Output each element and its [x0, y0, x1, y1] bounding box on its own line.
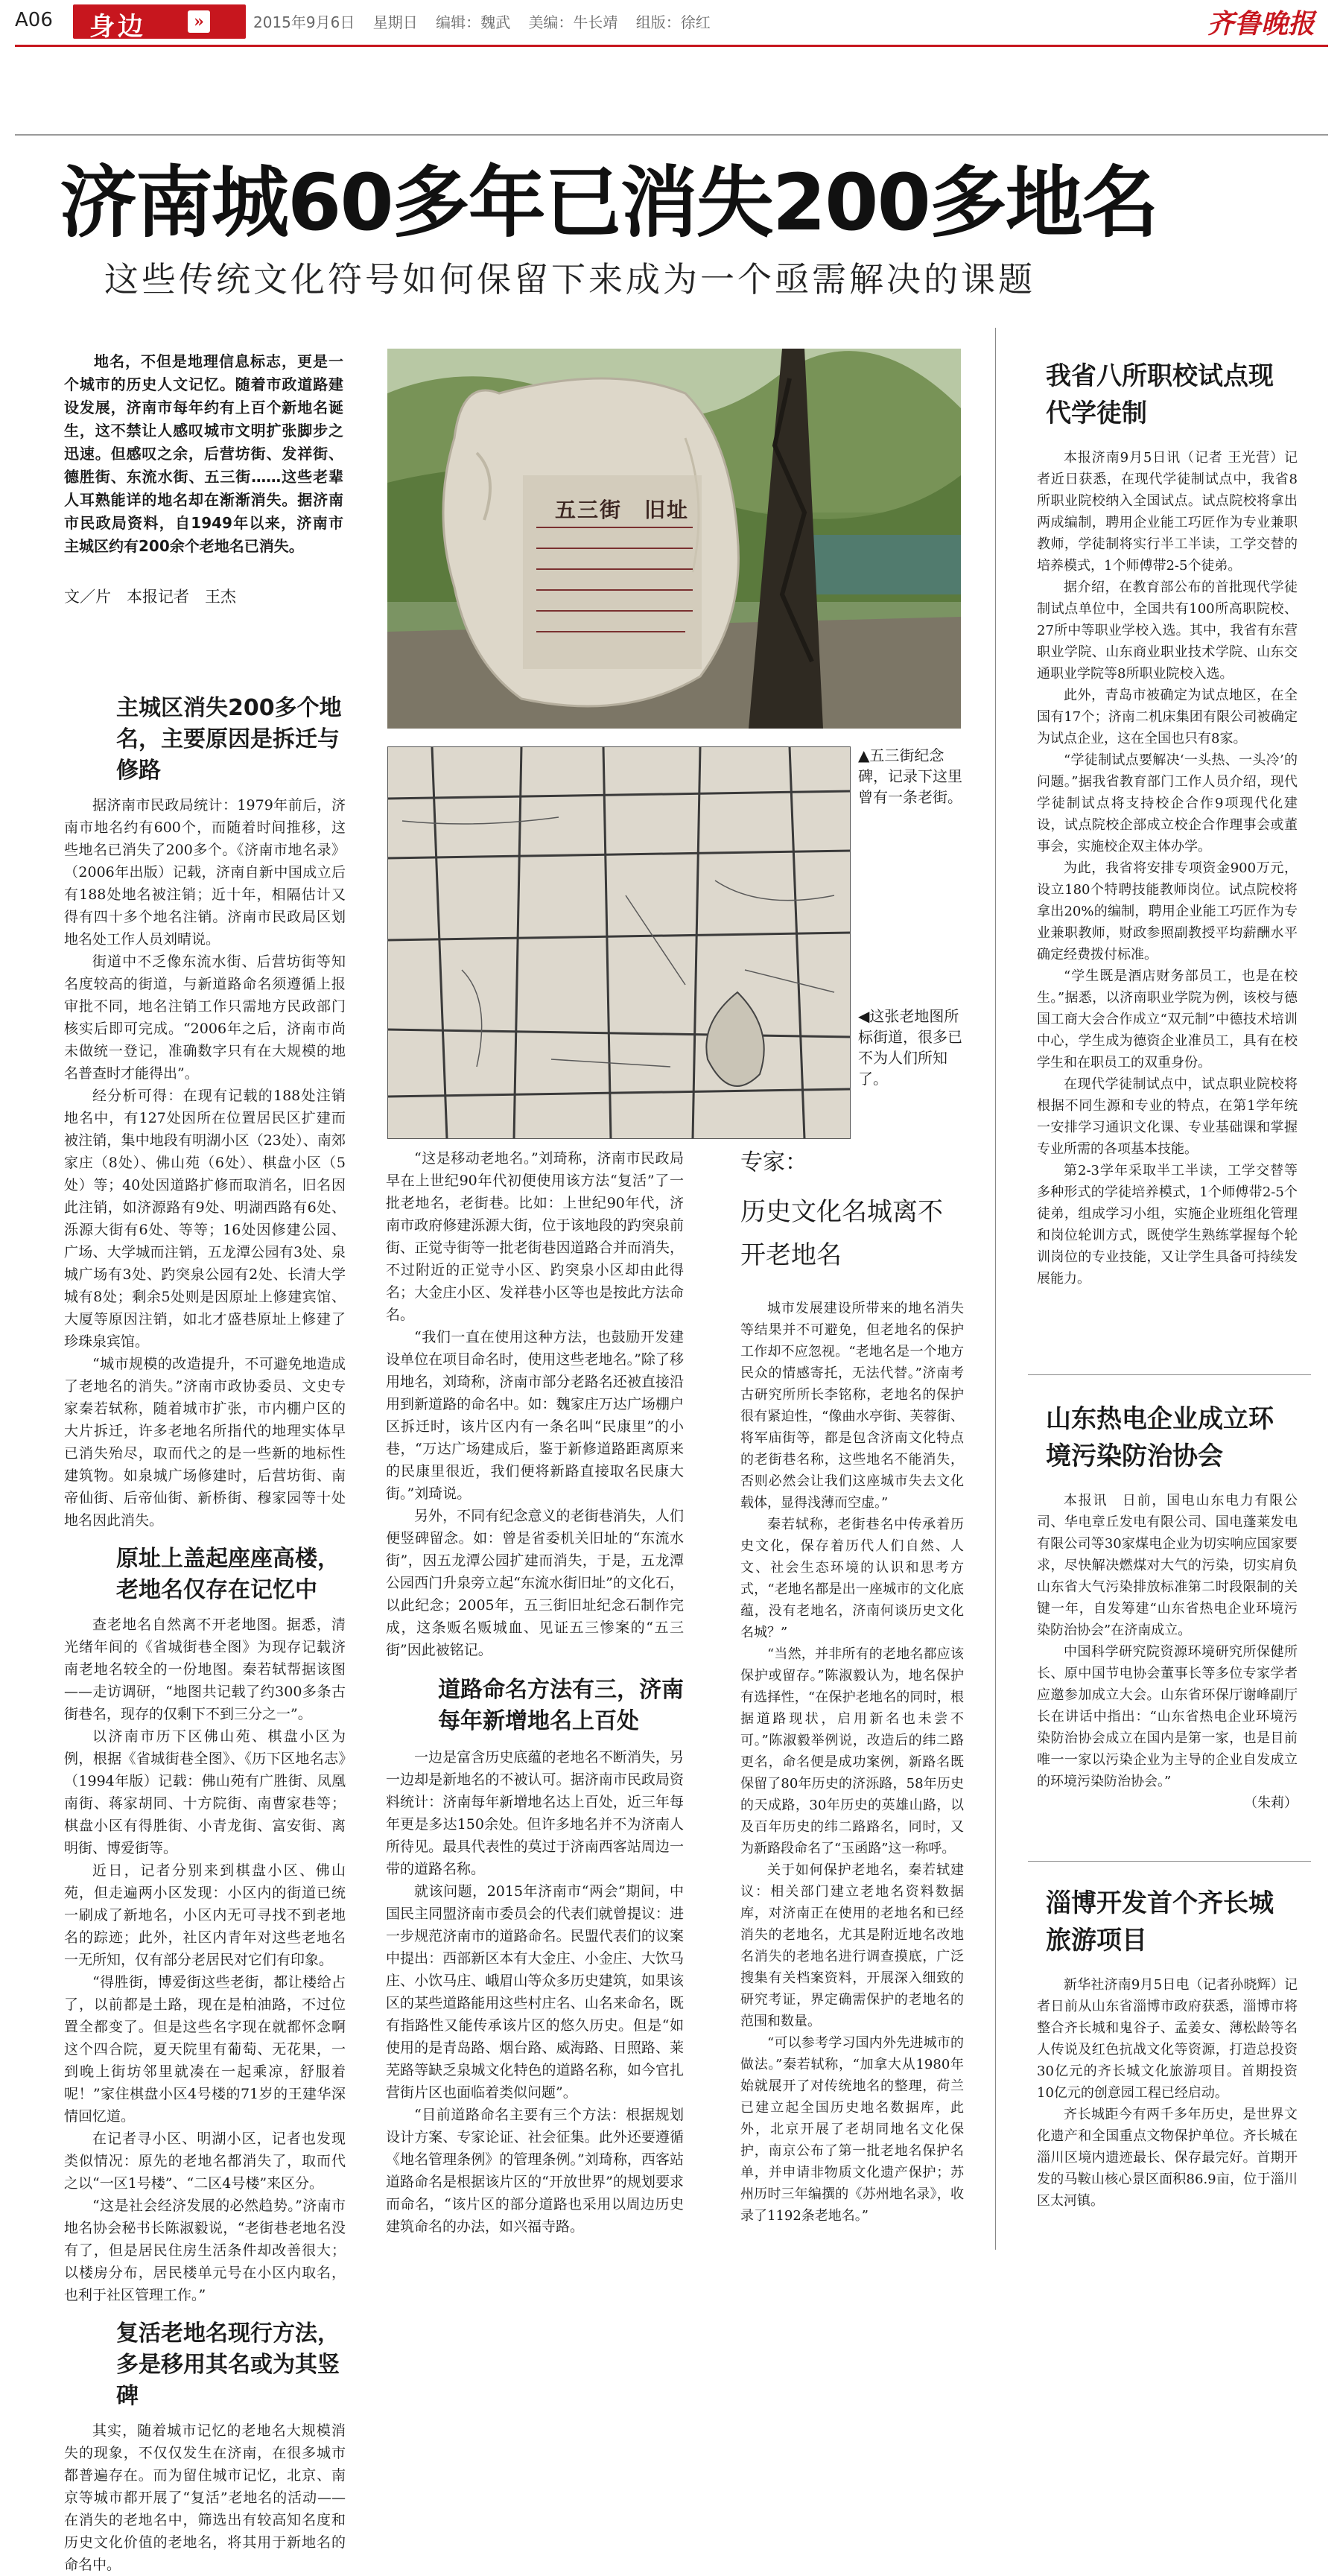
- right-rail-divider: [995, 328, 996, 2250]
- chevron-right-icon: »: [188, 10, 210, 33]
- issue-date: 2015年9月6日: [253, 13, 355, 31]
- right1-title: 我省八所职校试点现代学徒制: [1046, 361, 1274, 428]
- section1-paragraph: 街道中不乏像东流水街、后营坊街等知名度较高的街道，与新道路命名须遵循上报审批不同，地名注销工作只需地方民政部门核实后即可完成。“2006年之后，济南市尚未做统一登记，准确数字只有在大规模的地名普查时才能得出”。: [64, 954, 346, 1082]
- photo2-caption: ◀这张老地图所标街道，很多已不为人们所知了。: [858, 1007, 962, 1088]
- designer-credit: 美编：牛长靖: [528, 13, 618, 31]
- section2-paragraph: 在记者寻小区、明湖小区，记者也发现类似情况：原先的老地名都消失了，取而代之以“一区1号楼”、“二区4号楼”来区分。: [64, 2131, 346, 2192]
- stone-scene: [387, 349, 961, 729]
- masthead: [0, 0, 1343, 45]
- lead-block: [64, 350, 343, 607]
- section5-paragraph: 城市发展建设所带来的地名消失等结果并不可避免，但老地名的保护工作却不应忽视。“老地名是一个地方民众的情感寄托，无法代替。”济南考古研究所所长李铭称，老地名的保护很有紧迫性，“像曲水亭街、芙蓉街、将军庙街等，都是包含济南文化特点的老街巷名称，这些地名不能消失，否则必然会让我们这座城市失去文化载体，显得浅薄而空虚。”: [740, 1301, 964, 1511]
- right-rule-2: [1028, 1861, 1311, 1862]
- right2-title: 山东热电企业成立环境污染防治协会: [1046, 1404, 1274, 1471]
- right1-paragraph: “学生既是酒店财务部员工，也是在校生。”据悉，以济南职业学院为例，该校与德国工商大会合作成立“双元制”中德技术培训中心，学生成为德资企业准员工，具有在校学生和在职员工的双重身份。: [1037, 968, 1298, 1070]
- photo-memorial-stone: [387, 349, 961, 729]
- headline: 济南城60多年已消失200多地名: [60, 157, 1158, 248]
- section-tag: [73, 4, 246, 42]
- old-map-drawing: [387, 746, 851, 1139]
- top-rule: [15, 134, 1328, 136]
- section1-paragraph: 据济南市民政局统计：1979年前后，济南市地名约有600个，而随着时间推移，这些地名已消失了200多个。《济南市地名录》（2006年出版）记载，济南自新中国成立后有188处地名被注销；近十年，相隔估计又得有四十多个地名注销。济南市民政局区划地名处工作人员刘晴说。: [64, 797, 346, 948]
- section3-paragraph: “我们一直在使用这种方法，也鼓励开发建设单位在项目命名时，使用这些老地名。”除了移用地名，刘琦称，济南市部分老路名还被直接沿用到新道路的命名中。如：魏家庄万达广场棚户区拆迁时，该片区内有一条名叫“民康里”的小巷，“万达广场建成后，鉴于新修道路距离原来的民康里很近，我们便将新路直接取名民康大街。”刘琦说。: [386, 1329, 684, 1502]
- paper-logo: 齐鲁晚报: [1207, 8, 1315, 39]
- stone-inscription-title: 五三街 旧址: [555, 498, 690, 522]
- masthead-rule: [15, 45, 1328, 47]
- section2-paragraph: 查老地名自然离不开老地图。据悉，清光绪年间的《省城街巷全图》为现存记载济南老地名较全的一份地图。秦若轼帮据该图——走访调研，“地图共记载了约300多条古街巷名，现存的仅剩下不到三分之一”。: [64, 1617, 346, 1722]
- issue-weekday: 星期日: [372, 13, 418, 31]
- section2-heading: 原址上盖起座座高楼，老地名仅存在记忆中: [116, 1546, 340, 1603]
- editor-credit: 编辑：魏武: [436, 13, 511, 31]
- right-article-1: [1037, 358, 1298, 1289]
- section2-paragraph: “这是社会经济发展的必然趋势。”济南市地名协会秘书长陈淑毅说，“老街巷老地名没有了，但是居民住房生活条件却改善很大；以楼房分布，居民楼单元号在小区内取名，也利于社区管理工作。”: [64, 2198, 346, 2303]
- page-number: A06: [15, 9, 53, 31]
- right3-paragraph: 新华社济南9月5日电（记者孙晓辉）记者日前从山东省淄博市政府获悉，淄博市将整合齐长城和鬼谷子、孟姜女、薄松龄等名人传说及红色抗战文化等资源，打造总投资30亿元的齐长城文化旅游项目。首期投资10亿元的创意园工程已经启动。: [1037, 1977, 1298, 2101]
- column-1: [64, 693, 346, 2576]
- section5-paragraph: “可以参考学习国内外先进城市的做法。”秦若轼称，“加拿大从1980年始就展开了对传统地名的整理，荷兰已建立起全国历史地名数据库，此外，北京开展了老胡同地名文化保护，南京公布了第一批老地名保护名单，并申请非物质文化遗产保护；苏州历时三年编撰的《苏州地名录》，收录了1192条老地名。”: [740, 2035, 964, 2224]
- layout-credit: 组版：徐红: [635, 13, 711, 31]
- section1-paragraph: 经分析可得：在现有记载的188处注销地名中，有127处因所在位置居民区扩建而被注销，集中地段有明湖小区（23处）、南郊家庄（8处）、佛山苑（6处）、棋盘小区（5处）等；40处因道路扩修而取消名，旧名因此注销，如济源路有9处、明湖西路有6处、泺源大街有6处、等等；16处因修建公园、广场、大学城而注销，五龙潭公园有3处、泉城广场有3处、趵突泉公园有2处、长清大学城有8处；剩余5处则是因原址上修建宾馆、大厦等原因注销，如北才盛巷原址上修建了珍珠泉宾馆。: [64, 1088, 346, 1350]
- section5-paragraph: “当然，并非所有的老地名都应该保护或留存。”陈淑毅认为，地名保护有选择性，“在保护老地名的同时，根据道路现状，启用新名也未尝不可。”陈淑毅举例说，改造后的纬二路更名，命名便是成功案例，新路名既保留了80年历史的济泺路，58年历史的天成路，30年历史的英雄山路，以及百年历史的纬二路路名，同时，又为新路段命名了“玉函路”这一称呼。: [740, 1646, 964, 1856]
- right1-paragraph: “学徒制试点要解决‘一头热、一头冷’的问题。”据我省教育部门工作人员介绍，现代学徒制试点将支持校企合作9项现代化建设，试点院校企部成立校企合作理事会或董事会，实施校企双主体办学。: [1037, 752, 1298, 854]
- right1-paragraph: 本报济南9月5日讯（记者 王光营）记者近日获悉，在现代学徒制试点中，我省8所职业院校纳入全国试点。试点院校将拿出两成编制，聘用企业能工巧匠作为专业兼职教师，学徒制将实行半工半读，工学交替的培养模式，1个师傅带2-5个徒弟。: [1037, 450, 1298, 574]
- section5-heading: 历史文化名城离不开老地名: [740, 1197, 943, 1270]
- subheadline: 这些传统文化符号如何保留下来成为一个亟需解决的课题: [104, 259, 1035, 299]
- section3-paragraph: “这是移动老地名。”刘琦称，济南市民政局早在上世纪90年代初便使用该方法“复活”了一批老地名，老街巷。比如：上世纪90年代，济南市政府修建泺源大街，位于该地段的趵突泉前街、正觉寺街等一批老街巷因道路合并而消失，不过附近的正觉寺小区、趵突泉小区却由此得名；大金庄小区、发祥巷小区等也是按此方法命名。: [386, 1150, 684, 1323]
- column-3: [740, 1147, 964, 2227]
- section-name: 身边: [89, 12, 146, 42]
- section4-paragraph: “目前道路命名主要有三个方法：根据规划设计方案、专家论证、社会征集。此外还要遵循《地名管理条例》的管理条例。”刘琦称，西客站道路命名是根据该片区的“开放世界”的规划要求而命名，“该片区的部分道路也采用以周边历史建筑命名的办法，如兴福寺路。: [386, 2107, 684, 2235]
- photo1-caption: ▲五三街纪念碑，记录下这里曾有一条老街。: [858, 746, 962, 806]
- byline: 文／片 本报记者 王杰: [64, 588, 236, 606]
- right1-paragraph: 第2-3学年采取半工半读，工学交替等多种形式的学徒培养模式，1个师傅带2-5个徒弟，组成学习小组，实施企业班组化管理和岗位轮训方式，既使学生熟练掌握每个轮训岗位的专业技能，又让学生具备可持续发展能力。: [1037, 1163, 1298, 1287]
- issue-info: [253, 10, 711, 32]
- right2-byline: （朱莉）: [1244, 1795, 1298, 1811]
- right3-title: 淄博开发首个齐长城旅游项目: [1046, 1888, 1274, 1955]
- section4-heading: 道路命名方法有三，济南每年新增地名上百处: [438, 1677, 684, 1734]
- section4-paragraph: 就该问题，2015年济南市“两会”期间，中国民主同盟济南市委员会的代表们就曾提议：进一步规范济南市的道路命名。民盟代表们的议案中提出：西部新区本有大金庄、小金庄、大饮马庄、小饮马庄、峨眉山等众多历史建筑，如果该区的某些道路能用这些村庄名、山名来命名，既有指路性又能传承该片区的悠久历史。但是“如使用的是青岛路、烟台路、威海路、日照路、莱芜路等缺乏泉城文化特色的道路名称，如今官扎营街片区也面临着类似问题”。: [386, 1883, 684, 2101]
- section3-paragraph: 另外，不同有纪念意义的老街巷消失，人们便竖碑留念。如：曾是省委机关旧址的“东流水街”，因五龙潭公园扩建而消失，于是，五龙潭公园西门升泉旁立起“东流水街旧址”的文化石，以此纪念；2005年，五三街旧址纪念石制作完成，这条贩名贩城血、见证五三惨案的“五三街”因此被铭记。: [386, 1508, 684, 1658]
- section1-heading: 主城区消失200多个地名，主要原因是拆迁与修路: [116, 695, 342, 784]
- right-article-3: [1037, 1885, 1298, 2212]
- lead-paragraph: 地名，不但是地理信息标志，更是一个城市的历史人文记忆。随着市政道路建设发展，济南市每年约有上百个新地名诞生，这不禁让人感叹城市文明扩张脚步之迅速。但感叹之余，后营坊街、发祥街、德胜街、东流水街、五三街……这些老辈人耳熟能详的地名却在渐渐消失。据济南市民政局资料，自1949年以来，济南市主城区约有200余个老地名已消失。: [64, 352, 343, 555]
- section1-paragraph: “城市规模的改造提升，不可避免地造成了老地名的消失。”济南市政协委员、文史专家秦若轼称，随着城市扩张，市内棚户区的大片拆迁，许多老地名所指代的地理实体早已消失殆尽，取而代之的是一些新的地标性建筑物。如泉城广场修建时，后营坊街、南帝仙街、后帝仙街、新桥街、穆家园等十处地名因此消失。: [64, 1356, 346, 1529]
- photo-old-map: [387, 746, 851, 1139]
- section2-paragraph: “得胜街，博爱街这些老街，都让楼给占了，以前都是土路，现在是柏油路，不过位置全都变了。但是这些名字现在就都怀念啊这个四合院，夏天院里有葡萄、无花果，一到晚上街坊邻里就凑在一起乘凉，舒服着呢！”家住棋盘小区4号楼的71岁的王建华深情回忆道。: [64, 1974, 346, 2125]
- section5-paragraph: 秦若轼称，老街巷名中传承着历史文化，保存着历代人们自然、人文、社会生态环境的认识和思考方式，“老地名都是出一座城市的文化底蕴，没有老地名，济南何谈历史文化名城？”: [740, 1517, 964, 1640]
- right2-paragraph: 本报讯 日前，国电山东电力有限公司、华电章丘发电有限公司、国电蓬莱发电有限公司等30家煤电企业为切实响应国家要求，尽快解决燃煤对大气的污染，切实肩负山东省大气污染排放标准第二时段限制的关键一年，自发筹建“山东省热电企业环境污染防治协会”在济南成立。: [1037, 1493, 1298, 1638]
- right1-paragraph: 据介绍，在教育部公布的首批现代学徒制试点单位中，全国共有100所高职院校、27所中等职业学校入选。其中，我省有东营职业学院、山东商业职业技术学院、山东交通职业学院等8所职业院校入选。: [1037, 580, 1298, 682]
- right3-paragraph: 齐长城距今有两千多年历史，是世界文化遗产和全国重点文物保护单位。齐长城在淄川区境内遗迹最长、保存最完好。首期开发的马鞍山核心景区面积86.9亩，位于淄川区太河镇。: [1037, 2107, 1298, 2209]
- right1-paragraph: 在现代学徒制试点中，试点职业院校将根据不同生源和专业的特点，在第1学年统一安排学习通识文化课、专业基础课和掌握专业所需的各项基本技能。: [1037, 1076, 1298, 1157]
- section5-paragraph: 关于如何保护老地名，秦若轼建议：相关部门建立老地名资料数据库，对济南正在使用的老地名和已经消失的老地名，尤其是附近地名改地名消失的老地名进行调查摸底，广泛搜集有关档案资料，开展深入细致的研究考证，界定确需保护的老地名的范围和数量。: [740, 1862, 964, 2029]
- section2-paragraph: 以济南市历下区佛山苑、棋盘小区为例，根据《省城街巷全图》、《历下区地名志》（1994年版）记载：佛山苑有广胜街、凤凰南街、蒋家胡同、十方院街、南曹家巷等；棋盘小区有得胜街、小青龙街、富安街、离明街、博爱街等。: [64, 1728, 346, 1856]
- section4-paragraph: 一边是富含历史底蕴的老地名不断消失，另一边却是新地名的不被认可。据济南市民政局资料统计：济南每年新增地名达上百处，近三年每年更是多达150余处。但许多地名并不为济南人所待见。最具代表性的莫过于济南西客站周边一带的道路名称。: [386, 1749, 684, 1877]
- section3-paragraph: 其实，随着城市记忆的老地名大规模消失的现象，不仅仅发生在济南，在很多城市都普遍存在。而为留住城市记忆，北京、南京等城市都开展了“复活”老地名的活动——在消失的老地名中，筛选出有较高知名度和历史文化价值的老地名，将其用于新地名的命名中。: [64, 2423, 346, 2573]
- right-article-2: [1037, 1400, 1298, 1814]
- right2-paragraph: 中国科学研究院资源环境研究所保健所长、原中国节电协会董事长等多位专家学者应邀参加成立大会。山东省环保厅谢峰副厅长在讲话中指出：“山东省热电企业环境污染防治协会成立在国内是第一家，也是目前唯一一家以污染企业为主导的企业自发成立的环境污染防治协会。”: [1037, 1644, 1298, 1789]
- right1-paragraph: 为此，我省将安排专项资金900万元，设立180个特聘技能教师岗位。试点院校将拿出20%的编制，聘用企业能工巧匠作为专业兼职教师，财政参照副教授平均薪酬水平确定经费拨付标准。: [1037, 860, 1298, 962]
- section5-label: 专家：: [740, 1149, 807, 1176]
- right-rule-1: [1028, 1374, 1311, 1375]
- column-2: [386, 1147, 684, 2238]
- right1-paragraph: 此外，青岛市被确定为试点地区，在全国有17个；济南二机床集团有限公司被确定为试点企业，这在全国也只有8家。: [1037, 688, 1298, 746]
- section3-heading: 复活老地名现行方法，多是移用其名或为其竖碑: [116, 2320, 340, 2409]
- section2-paragraph: 近日，记者分别来到棋盘小区、佛山苑，但走遍两小区发现：小区内的街道已统一刷成了新地名，小区内无可寻找不到老地名的踪迹；此外，社区内青年对这些老地名一无所知，仅有部分老居民对它们有印象。: [64, 1862, 346, 1968]
